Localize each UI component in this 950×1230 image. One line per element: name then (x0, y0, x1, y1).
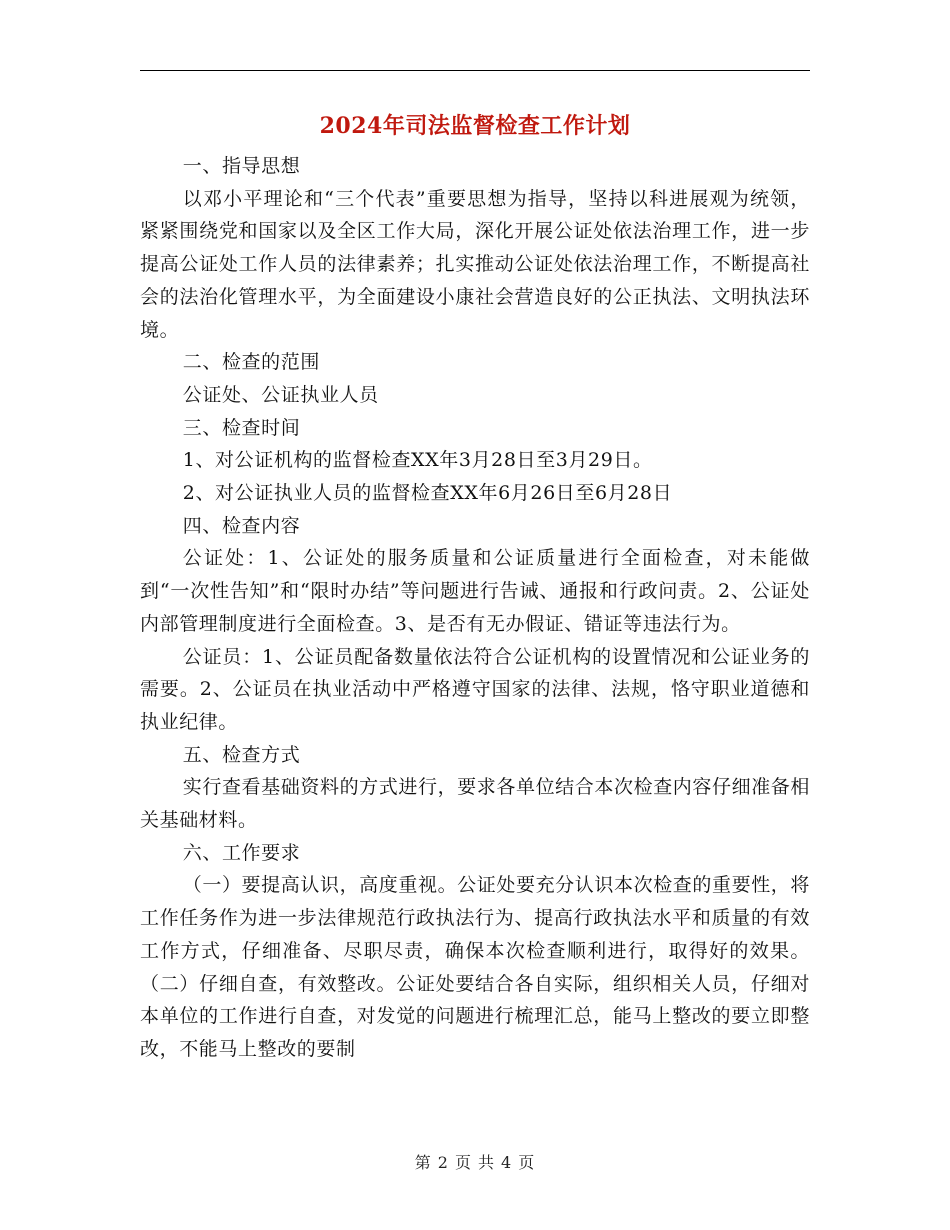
paragraph: 公证员：1、公证员配备数量依法符合公证机构的设置情况和公证业务的需要。2、公证员在执业活动中严格遵守国家的法律、法规，恪守职业道德和执业纪律。 (140, 645, 810, 733)
page-footer (0, 1150, 950, 1173)
section-heading: 六、工作要求 (182, 841, 301, 864)
footer-prefix: 第 (414, 1153, 432, 1172)
section-heading: 三、检查时间 (182, 416, 301, 439)
footer-suffix: 页 (518, 1153, 536, 1172)
document-body (140, 150, 810, 1066)
page-total: 4 (501, 1153, 513, 1172)
footer-total-label: 共 (478, 1153, 496, 1172)
section-heading: 二、检查的范围 (182, 351, 320, 374)
paragraph: （一）要提高认识，高度重视。公证处要充分认识本次检查的重要性，将工作任务作为进一步法律规范行政执法行为、提高行政执法水平和质量的有效工作方式，仔细准备、尽职尽责，确保本次检查顺利进行，取得好的效果。（二）仔细自查，有效整改。公证处要结合各自实际，组织相关人员，仔细对本单位的工作进行自查，对发觉的问题进行梳理汇总，能马上整改的要立即整改，不能马上整改的要制 (140, 874, 810, 1060)
paragraph: 以邓小平理论和“三个代表”重要思想为指导，坚持以科进展观为统领，紧紧围绕党和国家以及全区工作大局，深化开展公证处依法治理工作，进一步提高公证处工作人员的法律素养；扎实推动公证处依法治理工作，不断提高社会的法治化管理水平，为全面建设小康社会营造良好的公正执法、文明执法环境。 (140, 187, 810, 341)
header-rule (140, 70, 810, 71)
list-item: 1、对公证机构的监督检查XX年3月28日至3月29日。 (182, 449, 653, 472)
paragraph: 公证处：1、公证处的服务质量和公证质量进行全面检查，对未能做到“一次性告知”和“限时办结”等问题进行告诫、通报和行政问责。2、公证处内部管理制度进行全面检查。3、是否有无办假证、错证等违法行为。 (140, 547, 810, 635)
paragraph: 实行查看基础资料的方式进行，要求各单位结合本次检查内容仔细准备相关基础材料。 (140, 776, 810, 832)
section-heading: 五、检查方式 (182, 743, 301, 766)
list-item: 2、对公证执业人员的监督检查XX年6月26日至6月28日 (182, 482, 673, 505)
page-number: 2 (437, 1153, 449, 1172)
section-heading: 四、检查内容 (182, 514, 301, 537)
document-title: 2024年司法监督检查工作计划 (319, 113, 631, 139)
paragraph: 公证处、公证执业人员 (182, 383, 379, 406)
footer-page-label: 页 (454, 1153, 472, 1172)
section-heading: 一、指导思想 (182, 155, 301, 177)
